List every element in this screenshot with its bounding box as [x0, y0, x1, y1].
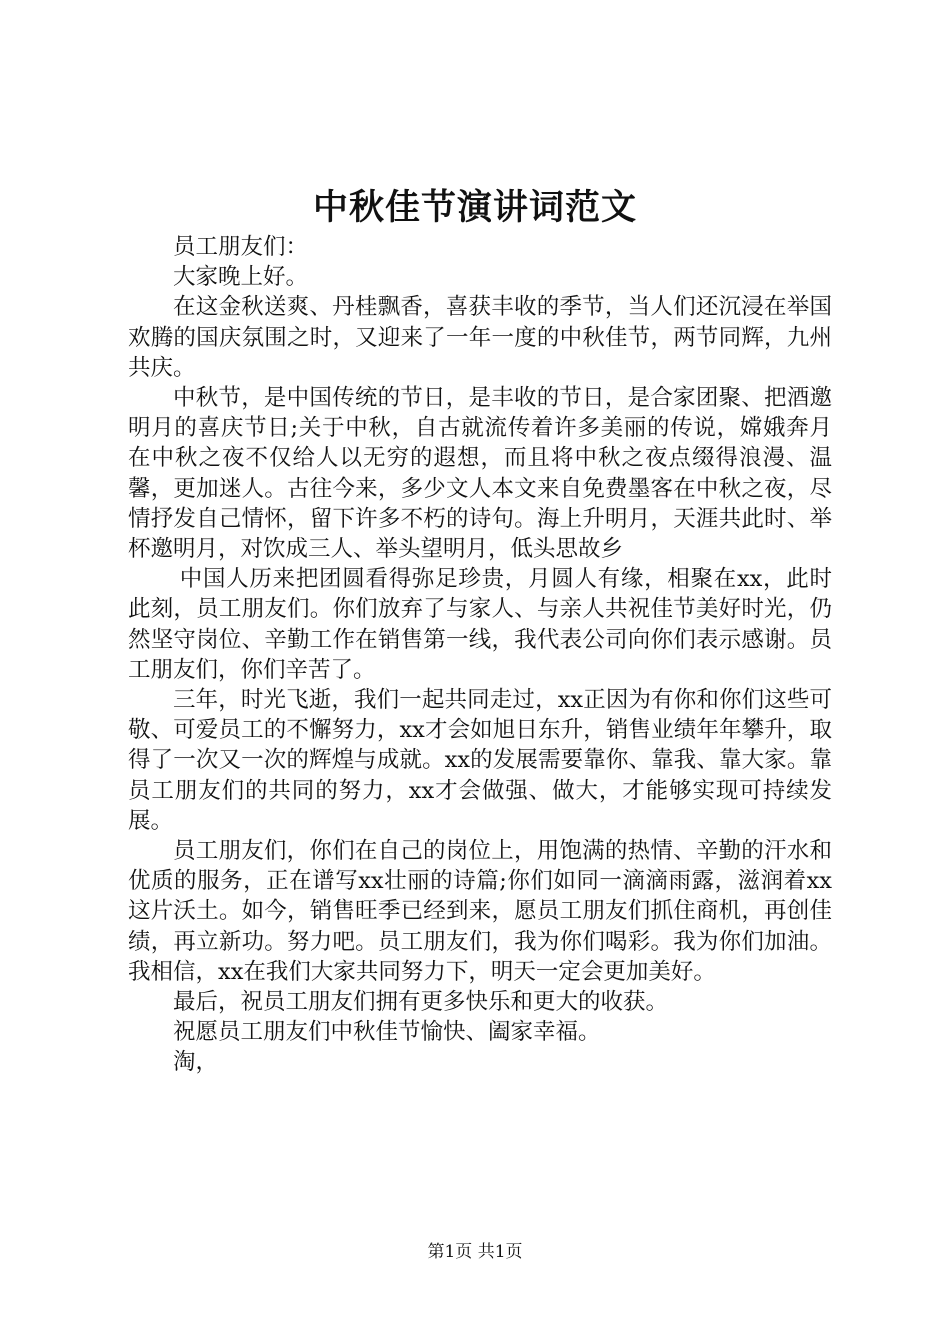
salutation-paragraph: 大家晚上好。: [173, 264, 309, 291]
closing-paragraph: 祝愿员工朋友们中秋佳节愉快、阖家幸福。: [173, 1019, 601, 1046]
page-footer: 第1页 共1页: [427, 1242, 523, 1262]
body-paragraph: 三年，时光飞逝，我们一起共同走过，xx正因为有你和你们这些可敬、可爱员工的不懈努力，xx才会如旭日东升，销售业绩年年攀升，取得了一次又一次的辉煌与成就。xx的发展需要靠你、靠我、靠大家。靠员工朋友们的共同的努力，xx才会做强、做大，才能够实现可持续发展。: [128, 687, 832, 834]
body-paragraph: 中国人历来把团圆看得弥足珍贵，月圆人有缘，相聚在xx，此时此刻，员工朋友们。你们放弃了与家人、与亲人共祝佳节美好时光，仍然坚守岗位、辛勤工作在销售第一线，我代表公司向你们表示感谢。员工朋友们，你们辛苦了。: [128, 566, 832, 683]
document-title: 中秋佳节演讲词范文: [312, 187, 637, 228]
document-body: [128, 232, 832, 1078]
body-paragraph: 中秋节，是中国传统的节日，是丰收的节日，是合家团聚、把酒邀明月的喜庆节日;关于中秋，自古就流传着许多美丽的传说，嫦娥奔月在中秋之夜不仅给人以无穷的遐想，而且将中秋之夜点缀得浪漫、温馨，更加迷人。古往今来，多少文人本文来自免费墨客在中秋之夜，尽情抒发自己情怀，留下许多不朽的诗句。海上升明月，天涯共此时、举杯邀明月，对饮成三人、举头望明月，低头思故乡: [128, 385, 832, 563]
trailing-text: 淘，: [173, 1049, 219, 1076]
body-paragraph: 员工朋友们，你们在自己的岗位上，用饱满的热情、辛勤的汗水和优质的服务，正在谱写xx壮丽的诗篇;你们如同一滴滴雨露，滋润着xx这片沃土。如今，销售旺季已经到来，愿员工朋友们抓住商机，再创佳绩，再立新功。努力吧。员工朋友们，我为你们喝彩。我为你们加油。我相信，xx在我们大家共同努力下，明天一定会更加美好。: [128, 838, 832, 985]
body-paragraph: 在这金秋送爽、丹桂飘香，喜获丰收的季节，当人们还沉浸在举国欢腾的国庆氛围之时，又迎来了一年一度的中秋佳节，两节同辉，九州共庆。: [128, 294, 832, 381]
greeting-paragraph: 员工朋友们：: [173, 234, 309, 260]
closing-paragraph: 最后，祝员工朋友们拥有更多快乐和更大的收获。: [173, 989, 669, 1016]
